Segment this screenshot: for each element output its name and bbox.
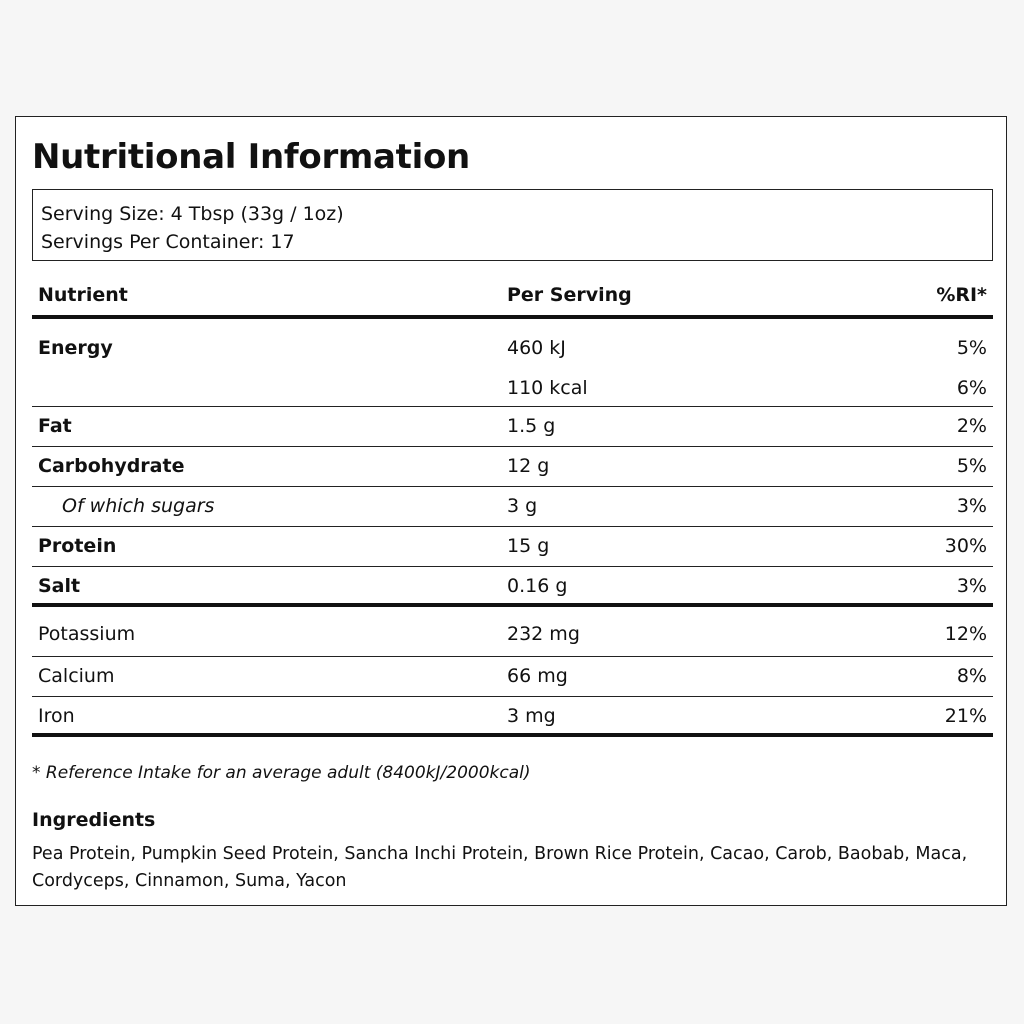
nutrient-value: 460 kJ bbox=[507, 337, 566, 359]
ingredients-heading: Ingredients bbox=[32, 809, 156, 831]
ingredients-list: Pea Protein, Pumpkin Seed Protein, Sancha Inchi Protein, Brown Rice Protein, Cacao, Carob, Baobab, Maca, Cordyceps, Cinnamon, Suma, Yacon bbox=[32, 844, 968, 891]
nutrient-name: Of which sugars bbox=[62, 495, 215, 517]
nutrient-name: Salt bbox=[38, 575, 81, 597]
nutrient-ri: 12% bbox=[944, 623, 987, 645]
nutrient-value: 15 g bbox=[507, 535, 550, 557]
nutrient-name: Iron bbox=[38, 705, 75, 727]
servings-per-container: Servings Per Container: 17 bbox=[41, 231, 295, 253]
nutrient-value: 12 g bbox=[507, 455, 550, 477]
serving-size: Serving Size: 4 Tbsp (33g / 1oz) bbox=[41, 203, 344, 225]
nutrient-name: Energy bbox=[38, 337, 113, 359]
nutrient-ri: 2% bbox=[956, 415, 987, 437]
nutrient-ri: 3% bbox=[956, 575, 987, 597]
nutrient-ri: 30% bbox=[944, 535, 987, 557]
nutrient-name: Protein bbox=[38, 535, 117, 557]
table-row-potassium bbox=[32, 607, 993, 657]
table-header-row bbox=[32, 277, 993, 319]
nutrient-name: Calcium bbox=[38, 665, 115, 687]
nutrient-ri: 21% bbox=[944, 705, 987, 727]
serving-info-box bbox=[32, 189, 993, 261]
nutrient-value: 3 g bbox=[507, 495, 538, 517]
nutrient-ri: 3% bbox=[956, 495, 987, 517]
nutrient-value: 0.16 g bbox=[507, 575, 568, 597]
nutrient-value: 66 mg bbox=[507, 665, 568, 687]
table-row-energy-kcal bbox=[32, 369, 993, 407]
header-nutrient: Nutrient bbox=[38, 284, 128, 306]
nutrient-name: Fat bbox=[38, 415, 72, 437]
nutrient-value: 3 mg bbox=[507, 705, 556, 727]
header-per-serving: Per Serving bbox=[507, 284, 632, 306]
table-row-sugars bbox=[32, 487, 993, 527]
table-row-energy-kj bbox=[32, 319, 993, 369]
nutrient-value: 232 mg bbox=[507, 623, 580, 645]
nutrient-value: 1.5 g bbox=[507, 415, 556, 437]
table-row-protein bbox=[32, 527, 993, 567]
nutrient-value: 110 kcal bbox=[507, 377, 588, 399]
nutrient-ri: 6% bbox=[956, 377, 987, 399]
nutrient-name: Carbohydrate bbox=[38, 455, 185, 477]
table-row-calcium bbox=[32, 657, 993, 697]
table-row-salt bbox=[32, 567, 993, 607]
nutrient-ri: 5% bbox=[956, 455, 987, 477]
nutrition-label bbox=[15, 116, 1007, 906]
table-row-carbohydrate bbox=[32, 447, 993, 487]
nutrient-name: Potassium bbox=[38, 623, 136, 645]
label-title: Nutritional Information bbox=[32, 137, 470, 177]
nutrient-ri: 5% bbox=[956, 337, 987, 359]
nutrition-table bbox=[32, 277, 993, 737]
table-row-fat bbox=[32, 407, 993, 447]
table-row-iron bbox=[32, 697, 993, 737]
reference-intake-footnote: * Reference Intake for an average adult (8400kJ/2000kcal) bbox=[32, 763, 531, 783]
header-ri: %RI* bbox=[936, 284, 987, 306]
nutrient-ri: 8% bbox=[956, 665, 987, 687]
